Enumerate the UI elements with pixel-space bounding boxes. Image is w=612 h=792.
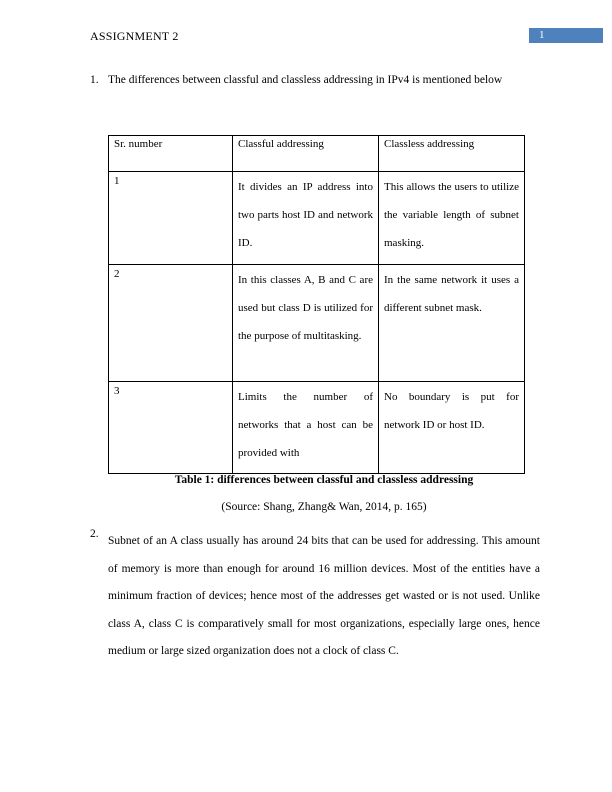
row-classless: No boundary is put for network ID or host ID. xyxy=(379,382,525,474)
row-sr: 3 xyxy=(109,382,233,474)
header-classless: Classless addressing xyxy=(379,136,525,172)
table-header-row xyxy=(109,136,525,172)
table-row xyxy=(109,382,525,474)
table-source: (Source: Shang, Zhang& Wan, 2014, p. 165) xyxy=(221,501,427,513)
row-sr: 2 xyxy=(109,265,233,382)
row-classful: Limits the number of networks that a host can be provided with xyxy=(233,382,379,474)
header-classful: Classful addressing xyxy=(233,136,379,172)
question-2-text: Subnet of an A class usually has around 24 bits that can be used for addressing. This amount of memory is more than enough for around 16 million devices. Most of the entities have a minimum fraction of devices; hence most of the addresses get wasted or is not used. Unlike class A, class C is comparatively small for most organizations, especially large ones, hence medium or large sized organization does not a clock of class C. xyxy=(108,535,540,657)
row-classful: In this classes A, B and C are used but class D is utilized for the purpose of multitasking. xyxy=(233,265,379,382)
header-sr-number: Sr. number xyxy=(109,136,233,172)
page-number: 1 xyxy=(529,28,603,43)
row-classful: It divides an IP address into two parts host ID and network ID. xyxy=(233,172,379,265)
table-row xyxy=(109,265,525,382)
comparison-table xyxy=(108,135,525,474)
question-2-number: 2. xyxy=(90,528,99,540)
question-1-number: 1. xyxy=(90,74,99,86)
table-caption: Table 1: differences between classful and classless addressing xyxy=(174,474,474,486)
row-classless: In the same network it uses a different subnet mask. xyxy=(379,265,525,382)
row-sr: 1 xyxy=(109,172,233,265)
header-title: ASSIGNMENT 2 xyxy=(90,29,179,43)
table-row xyxy=(109,172,525,265)
row-classless: This allows the users to utilize the variable length of subnet masking. xyxy=(379,172,525,265)
question-1-text: The differences between classful and classless addressing in IPv4 is mentioned below xyxy=(108,74,503,86)
